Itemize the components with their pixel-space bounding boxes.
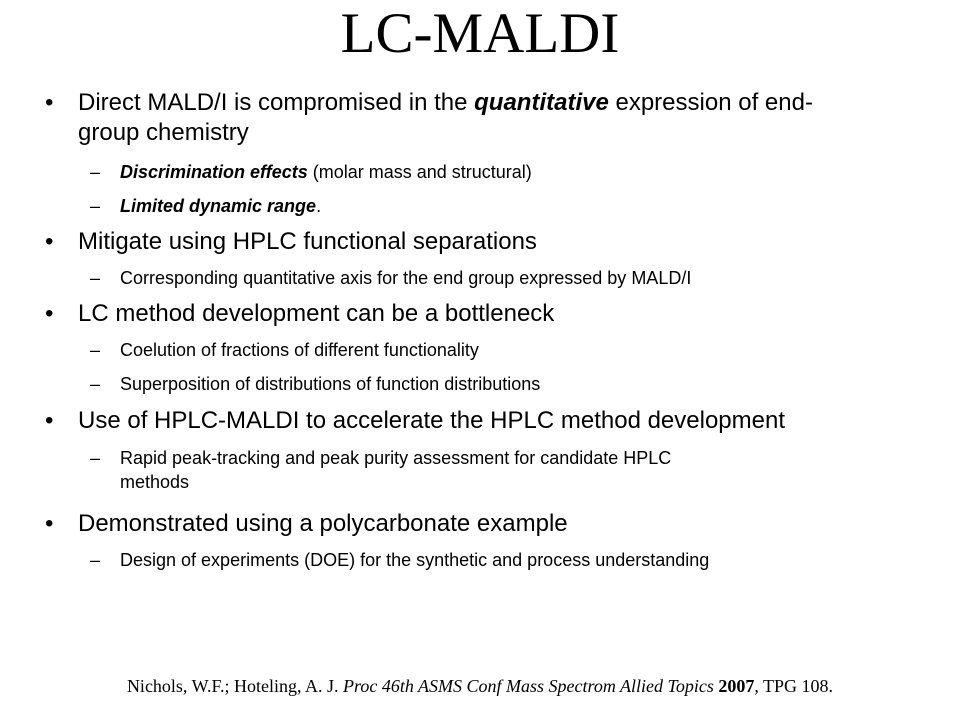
sub-5-1: [0, 548, 960, 572]
citation: [0, 674, 960, 698]
sub-4-1-line2: methods: [120, 472, 190, 492]
sub-3-1-text: Coelution of fractions of different functionality: [120, 340, 479, 360]
bullet-1-line2: group chemistry: [78, 119, 249, 146]
sub-1-2-text: [120, 194, 920, 218]
sub-1-2: [0, 194, 960, 218]
sub-1-1-emphasis: Discrimination effects: [120, 162, 308, 182]
bullet-dot: •: [45, 510, 54, 537]
citation-authors: Nichols, W.F.; Hoteling, A. J.: [126, 676, 344, 696]
bullet-4: [0, 406, 960, 436]
bullet-4-text: Use of HPLC-MALDI to accelerate the HPLC method development: [78, 407, 786, 434]
bullet-1-line1-rest: expression of end-: [615, 89, 813, 116]
bullet-dot: •: [45, 407, 54, 434]
sub-dash: –: [90, 162, 101, 182]
sub-dash: –: [90, 196, 101, 216]
bullet-3-text: LC method development can be a bottleneck: [78, 300, 555, 327]
bullet-2-text: Mitigate using HPLC functional separations: [78, 228, 537, 255]
bullet-dot: •: [45, 228, 54, 255]
sub-dash: –: [90, 448, 101, 468]
sub-1-2-rest: .: [316, 196, 322, 216]
bullet-1-emphasis: quantitative: [474, 89, 609, 116]
sub-4-1: [0, 446, 960, 494]
sub-4-1-line1: Rapid peak-tracking and peak purity assessment for candidate HPLC: [120, 448, 672, 468]
sub-2-1: [0, 266, 960, 290]
sub-dash: –: [90, 374, 101, 394]
sub-2-1-text: Corresponding quantitative axis for the end group expressed by MALD/I: [120, 268, 692, 288]
citation-journal: Proc 46th ASMS Conf Mass Spectrom Allied Topics: [343, 676, 714, 696]
bullet-1-pre: Direct MALD/I is compromised in the: [78, 89, 475, 116]
sub-3-2: [0, 372, 960, 396]
bullet-5-text: Demonstrated using a polycarbonate example: [78, 510, 568, 537]
sub-1-2-emphasis: Limited dynamic range: [120, 196, 317, 216]
sub-1-1-rest: (molar mass and structural): [307, 162, 532, 182]
bullet-3: [0, 299, 960, 329]
bullet-dot: •: [45, 300, 54, 327]
sub-3-1: [0, 338, 960, 362]
bullet-2: [0, 227, 960, 257]
sub-4-1-text: [120, 446, 920, 494]
sub-5-1-text: Design of experiments (DOE) for the synthetic and process understanding: [120, 550, 710, 570]
bullet-1-text: [78, 88, 908, 148]
sub-1-1-text: [120, 160, 920, 184]
sub-dash: –: [90, 550, 101, 570]
citation-year: 2007: [718, 676, 755, 696]
sub-3-2-text: Superposition of distributions of function distributions: [120, 374, 541, 394]
sub-1-1: [0, 160, 960, 184]
slide-title: LC-MALDI: [340, 2, 620, 65]
sub-dash: –: [90, 268, 101, 288]
citation-pages: , TPG 108.: [754, 676, 834, 696]
bullet-1: [0, 88, 960, 148]
bullet-dot: •: [45, 89, 54, 116]
sub-dash: –: [90, 340, 101, 360]
bullet-5: [0, 509, 960, 539]
